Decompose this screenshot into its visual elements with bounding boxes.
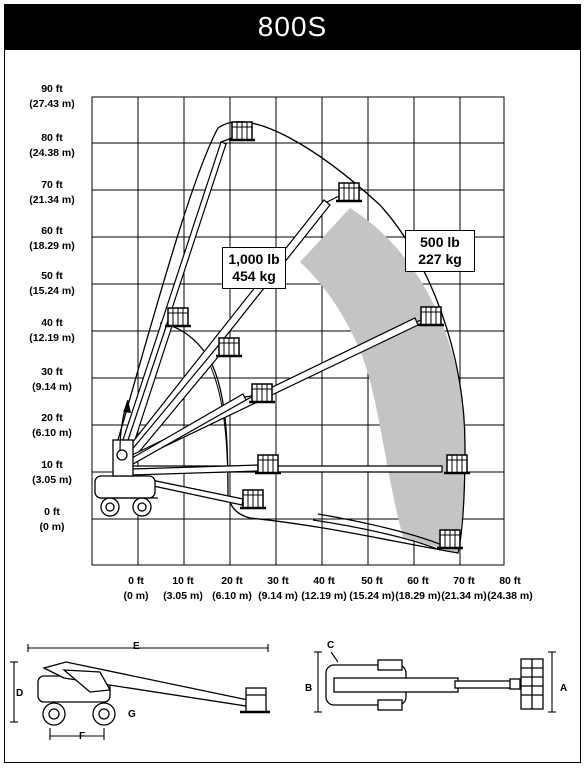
platform-10ft [255, 455, 281, 473]
platform-70ft [336, 183, 362, 201]
x-label-0: 0 ft (0 m) [123, 575, 149, 602]
x-label-30: 30 ft (9.14 m) [258, 575, 298, 602]
platform-40ft-near [165, 308, 191, 326]
y-label-0: 0 ft (0 m) [39, 506, 65, 533]
model-title: 800S [4, 4, 581, 50]
y-label-60: 60 ft (18.29 m) [29, 225, 75, 252]
side-view-machine [38, 662, 270, 725]
x-label-20: 20 ft (6.10 m) [212, 575, 252, 602]
dimension-e: E [133, 641, 140, 652]
x-label-60: 60 ft (18.29 m) [395, 575, 441, 602]
platform-40ft [216, 338, 242, 356]
y-label-40: 40 ft (12.19 m) [29, 317, 75, 344]
x-label-70: 70 ft (21.34 m) [441, 575, 487, 602]
x-label-50: 50 ft (15.24 m) [349, 575, 395, 602]
y-label-10: 10 ft (3.05 m) [32, 459, 72, 486]
y-label-80: 80 ft (24.38 m) [29, 132, 75, 159]
top-view-machine [326, 659, 543, 710]
platform-below-grade [240, 490, 266, 508]
capacity-label-1000lb: 1,000 lb 454 kg [222, 247, 286, 289]
platform-30ft [249, 384, 275, 402]
dimension-g: G [128, 709, 136, 720]
y-label-20: 20 ft (6.10 m) [32, 412, 72, 439]
platform-max-reach-high [418, 307, 444, 325]
x-label-10: 10 ft (3.05 m) [163, 575, 203, 602]
x-label-80: 80 ft (24.38 m) [487, 575, 533, 602]
dimension-f: F [79, 731, 86, 742]
platform-max-height [229, 122, 255, 140]
y-label-70: 70 ft (21.34 m) [29, 179, 75, 206]
capacity-label-500lb: 500 lb 227 kg [405, 230, 475, 272]
dimension-c: C [327, 640, 335, 651]
y-label-50: 50 ft (15.24 m) [29, 270, 75, 297]
dimension-d: D [16, 688, 24, 699]
platform-max-reach [444, 455, 470, 473]
platform-below-far [437, 530, 463, 548]
dimension-a: A [560, 683, 568, 694]
dimension-b: B [305, 683, 313, 694]
x-label-40: 40 ft (12.19 m) [301, 575, 347, 602]
y-label-30: 30 ft (9.14 m) [32, 366, 72, 393]
y-label-90: 90 ft (27.43 m) [29, 83, 75, 110]
